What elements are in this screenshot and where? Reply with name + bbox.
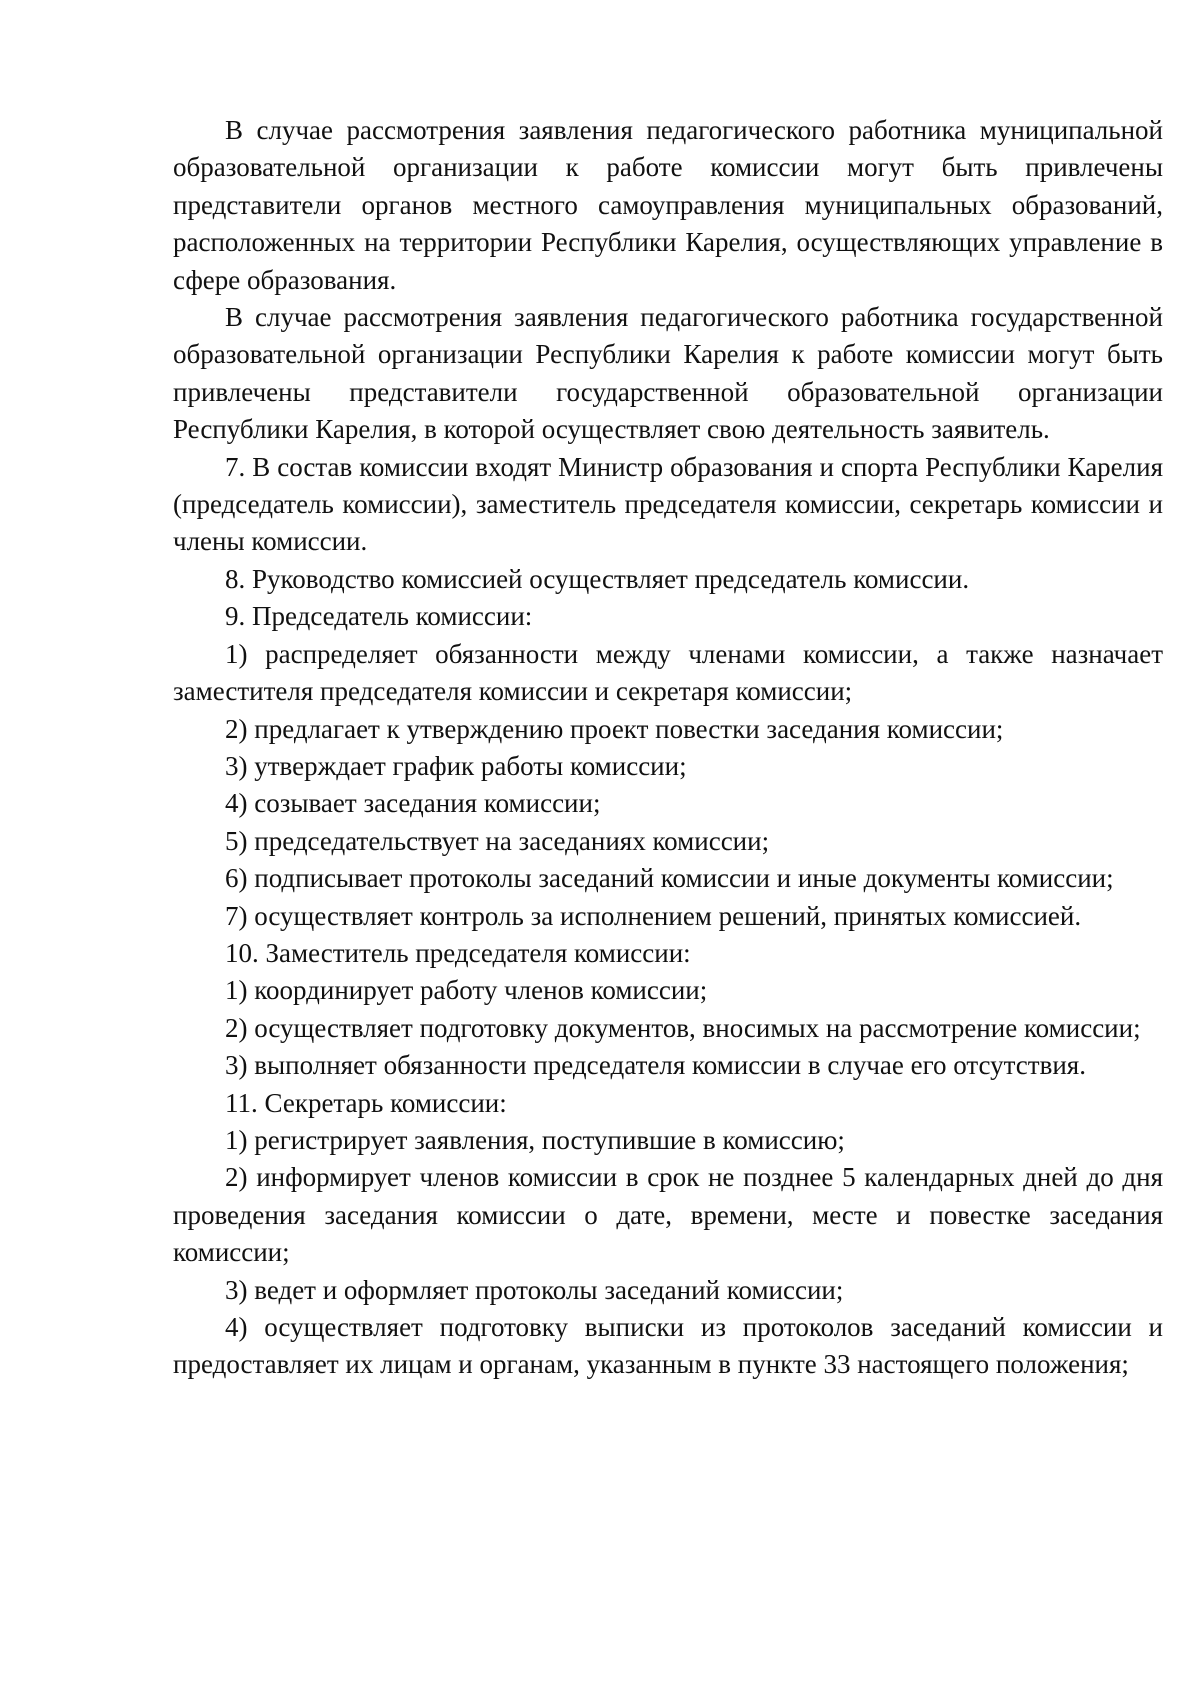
paragraph-10-item-2: 2) осуществляет подготовку документов, вносимых на рассмотрение комиссии; [225, 1012, 1141, 1043]
paragraph-10-deputy-heading: 10. Заместитель председателя комиссии: [225, 937, 691, 968]
document-body [173, 112, 1163, 1384]
paragraph-9-item-2: 2) предлагает к утверждению проект повестки заседания комиссии; [225, 713, 1004, 744]
paragraph-municipal-representatives: В случае рассмотрения заявления педагогического работника муниципальной образовательной организации к работе комиссии могут быть привлечены представители органов местного самоуправления муниципальных образований, расположенных на территории Республики Карелия, осуществляющих управление в сфере образования. [173, 115, 1163, 295]
paragraph-11-secretary-heading: 11. Секретарь комиссии: [225, 1087, 507, 1118]
paragraph-8-leadership: 8. Руководство комиссией осуществляет председатель комиссии. [225, 563, 970, 594]
paragraph-9-item-7: 7) осуществляет контроль за исполнением решений, принятых комиссией. [225, 900, 1082, 931]
paragraph-9-item-3: 3) утверждает график работы комиссии; [225, 750, 687, 781]
paragraph-11-item-3: 3) ведет и оформляет протоколы заседаний комиссии; [225, 1274, 844, 1305]
paragraph-7-composition: 7. В состав комиссии входят Министр образования и спорта Республики Карелия (председатель комиссии), заместитель председателя комиссии, секретарь комиссии и члены комиссии. [173, 451, 1163, 557]
paragraph-9-chairman-heading: 9. Председатель комиссии: [225, 601, 533, 632]
paragraph-11-item-1: 1) регистрирует заявления, поступившие в комиссию; [225, 1124, 845, 1155]
paragraph-state-representatives: В случае рассмотрения заявления педагогического работника государственной образовательной организации Республики Карелия к работе комиссии могут быть привлечены представители государственной образовательной организации Республики Карелия, в которой осуществляет свою деятельность заявитель. [173, 302, 1163, 445]
paragraph-11-item-2: 2) информирует членов комиссии в срок не позднее 5 календарных дней до дня проведения заседания комиссии о дате, времени, месте и повестке заседания комиссии; [173, 1162, 1163, 1268]
paragraph-9-item-6: 6) подписывает протоколы заседаний комиссии и иные документы комиссии; [225, 863, 1114, 894]
paragraph-9-item-4: 4) созывает заседания комиссии; [225, 788, 601, 819]
paragraph-9-item-5: 5) председательствует на заседаниях комиссии; [225, 825, 770, 856]
paragraph-10-item-3: 3) выполняет обязанности председателя комиссии в случае его отсутствия. [225, 1050, 1086, 1081]
paragraph-11-item-4: 4) осуществляет подготовку выписки из протоколов заседаний комиссии и предоставляет их лицам и органам, указанным в пункте 33 настоящего положения; [173, 1312, 1163, 1380]
paragraph-9-item-1: 1) распределяет обязанности между членами комиссии, а также назначает заместителя председателя комиссии и секретаря комиссии; [173, 638, 1163, 707]
paragraph-10-item-1: 1) координирует работу членов комиссии; [225, 975, 708, 1006]
